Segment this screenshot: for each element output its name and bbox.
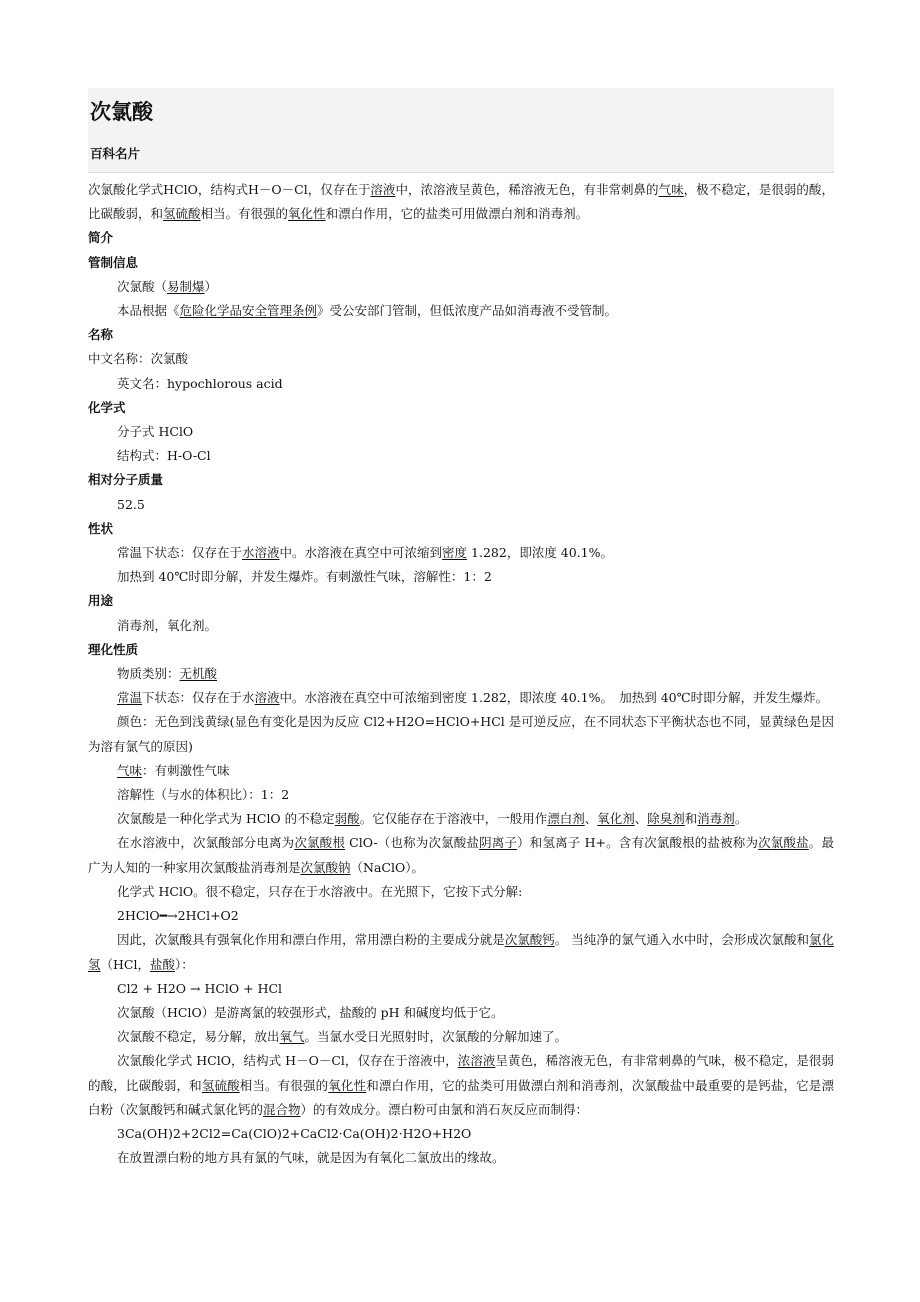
paragraph <box>88 1146 834 1170</box>
term-link[interactable]: 次氯酸钙 <box>504 932 555 948</box>
paragraph <box>88 614 834 638</box>
text-run: 2HClO━→2HCl+O2 <box>117 908 239 924</box>
term-link[interactable]: 无机酸 <box>179 666 218 682</box>
text-run: ） <box>204 278 218 294</box>
text-run: 次氯酸（ <box>117 278 168 294</box>
text-run: 52.5 <box>117 496 145 512</box>
term-link[interactable]: 气味 <box>658 182 684 197</box>
paragraph <box>88 662 834 686</box>
section-heading <box>88 396 834 420</box>
text-run: 英文名：hypochlorous acid <box>117 375 283 391</box>
text-run: 和 <box>684 811 698 827</box>
section-heading <box>88 226 834 250</box>
text-run: 名称 <box>88 327 114 343</box>
section-heading <box>88 517 834 541</box>
text-run: ）： <box>175 956 194 972</box>
term-link[interactable]: 氧气 <box>279 1029 305 1045</box>
paragraph <box>88 1025 834 1049</box>
text-run: 次氯酸不稳定，易分解，放出 <box>117 1029 280 1045</box>
section-subtitle: 百科名片 <box>88 136 834 173</box>
term-link[interactable]: 氧化性 <box>328 1077 367 1093</box>
text-run: ，极不稳定，是很弱的酸，比碳酸弱，和 <box>88 182 834 222</box>
paragraph <box>88 493 834 517</box>
text-run: 。 <box>734 811 748 827</box>
text-run: 。 当纯净的氯气通入水中时，会形成次氯酸和 <box>554 932 809 948</box>
text-run: 相对分子质量 <box>88 472 164 488</box>
text-run: ）和氢离子 H+。含有次氯酸根的盐被称为 <box>517 835 759 851</box>
paragraph <box>88 1001 834 1025</box>
text-run: 在放置漂白粉的地方具有氯的气味，就是因为有氧化二氯放出的缘故。 <box>117 1150 505 1166</box>
term-link[interactable]: 阴离子 <box>479 835 518 851</box>
section-heading <box>88 468 834 492</box>
term-link[interactable]: 弱酸 <box>334 811 360 827</box>
term-link[interactable]: 气味 <box>117 762 143 778</box>
text-run: 分子式 HClO <box>117 424 194 440</box>
text-run: 溶解性（与水的体积比）：1：2 <box>117 787 290 803</box>
text-run: 。它仅能存在于溶液中，一般用作 <box>359 811 548 827</box>
text-run: 用途 <box>88 593 114 609</box>
term-link[interactable]: 水溶液 <box>242 545 280 561</box>
text-run: 、 <box>584 811 598 827</box>
text-run: （NaClO）。 <box>350 859 424 875</box>
text-run: 。最广为人知的一种家用次氯酸盐消毒剂是 <box>88 835 834 875</box>
section-heading <box>88 638 834 662</box>
text-run: 、 <box>634 811 648 827</box>
text-run: ）的有效成分。漂白粉可由氯和消石灰反应而制得： <box>300 1101 589 1117</box>
term-link[interactable]: 除臭剂 <box>647 811 685 827</box>
article <box>88 88 834 1170</box>
paragraph <box>88 565 834 589</box>
paragraph <box>88 347 834 371</box>
text-run: 理化性质 <box>88 641 139 657</box>
text-run: 加热到 40℃时即分解，并发生爆炸。有刺激性气味，溶解性：1：2 <box>117 569 492 585</box>
term-link[interactable]: 溶液 <box>254 690 280 706</box>
text-run: 在水溶液中，次氯酸部分电离为 <box>117 835 295 851</box>
text-run: ：有刺激性气味 <box>142 762 230 778</box>
term-link[interactable]: 易制爆 <box>167 278 205 294</box>
paragraph <box>88 541 834 565</box>
term-link[interactable]: 溶液 <box>370 182 396 197</box>
text-run: 1.282，即浓度 40.1%。 <box>467 545 614 561</box>
paragraph <box>88 275 834 299</box>
term-link[interactable]: 氯化氢 <box>88 932 834 972</box>
paragraph <box>88 904 834 928</box>
term-link[interactable]: 次氯酸钠 <box>300 859 351 875</box>
paragraph <box>88 759 834 783</box>
text-run: 相当。有很强的 <box>239 1077 329 1093</box>
article-body <box>88 173 834 1170</box>
text-run: 次氯酸是一种化学式为 HClO 的不稳定 <box>117 811 335 827</box>
paragraph <box>88 807 834 831</box>
term-link[interactable]: 密度 <box>442 545 468 561</box>
paragraph <box>88 928 834 976</box>
term-link[interactable]: 次氯酸根 <box>294 835 345 851</box>
term-link[interactable]: 漂白剂 <box>547 811 585 827</box>
text-run: 和漂白作用，它的盐类可用做漂白剂和消毒剂，次氯酸盐中最重要的是钙盐，它是漂白粉（次氯酸钙和碱式氯化钙的 <box>88 1077 834 1117</box>
term-link[interactable]: 氧化性 <box>288 206 326 222</box>
text-run: 结构式：H-O-Cl <box>117 448 211 464</box>
text-run: 3Ca(OH)2+2Cl2=Ca(ClO)2+CaCl2·Ca(OH)2·H2O+H2O <box>117 1125 472 1141</box>
paragraph <box>88 178 834 226</box>
term-link[interactable]: 危险化学品安全管理条例 <box>179 303 318 319</box>
term-link[interactable]: 浓溶液 <box>457 1053 496 1069</box>
term-link[interactable]: 盐酸 <box>149 956 175 972</box>
text-run: 呈黄色，稀溶液无色，有非常刺鼻的气味，极不稳定，是很弱的酸，比碳酸弱，和 <box>88 1053 834 1093</box>
section-heading <box>88 251 834 275</box>
text-run: 下状态：仅存在于水 <box>142 690 255 706</box>
paragraph <box>88 1049 834 1122</box>
section-heading <box>88 589 834 613</box>
text-run: 本品根据《 <box>117 303 180 319</box>
paragraph <box>88 444 834 468</box>
text-run: 。当氯水受日光照射时，次氯酸的分解加速了。 <box>304 1029 568 1045</box>
text-run: 消毒剂，氧化剂。 <box>117 617 218 633</box>
text-run: 》受公安部门管制，但低浓度产品如消毒液不受管制。 <box>317 303 618 319</box>
paragraph <box>88 686 834 710</box>
paragraph <box>88 880 834 904</box>
paragraph <box>88 783 834 807</box>
text-run: 因此，次氯酸具有强氧化作用和漂白作用，常用漂白粉的主要成分就是 <box>117 932 505 948</box>
paragraph <box>88 1122 834 1146</box>
text-run: 中。水溶液在真空中可浓缩到密度 1.282，即浓度 40.1%。 加热到 40℃时即分解，并发生爆炸。 <box>279 690 829 706</box>
text-run: （HCl， <box>100 956 150 972</box>
term-link[interactable]: 氢硫酸 <box>201 1077 240 1093</box>
text-run: Cl2 + H2O → HClO + HCl <box>117 980 283 996</box>
paragraph <box>88 831 834 879</box>
paragraph <box>88 372 834 396</box>
text-run: 常温下状态：仅存在于 <box>117 545 243 561</box>
text-run: 管制信息 <box>88 254 139 270</box>
text-run: 中，浓溶液呈黄色，稀溶液无色，有非常刺鼻的 <box>395 182 659 197</box>
text-run: 次氯酸化学式HClO，结构式H－O－Cl，仅存在于 <box>88 182 371 197</box>
term-link[interactable]: 次氯酸盐 <box>758 835 809 851</box>
term-link[interactable]: 氧化剂 <box>597 811 635 827</box>
text-run: 中。水溶液在真空中可浓缩到 <box>279 545 443 561</box>
text-run: 中文名称：次氯酸 <box>88 351 189 367</box>
text-run: 物质类别： <box>117 666 180 682</box>
term-link[interactable]: 混合物 <box>263 1101 301 1117</box>
text-run: 次氯酸化学式 HClO，结构式 H－O－Cl，仅存在于溶液中， <box>117 1053 458 1069</box>
text-run: 性状 <box>88 520 114 536</box>
paragraph <box>88 710 834 758</box>
text-run: ClO-（也称为次氯酸盐 <box>345 835 480 851</box>
text-run: 相当。有很强的 <box>200 206 289 222</box>
text-run: 颜色：无色到浅黄绿(显色有变化是因为反应 Cl2+H2O=HClO+HCl 是可逆反应，在不同状态下平衡状态也不同，显黄绿色是因为溶有氯气的原因) <box>88 714 834 754</box>
paragraph <box>88 420 834 444</box>
section-heading <box>88 323 834 347</box>
paragraph <box>88 299 834 323</box>
text-run: 化学式 HClO。很不稳定，只存在于水溶液中。在光照下，它按下式分解: <box>117 883 523 899</box>
page-title: 次氯酸 <box>88 88 834 136</box>
text-run: 简介 <box>88 230 114 246</box>
term-link[interactable]: 常温 <box>117 690 143 706</box>
paragraph <box>88 977 834 1001</box>
term-link[interactable]: 氢硫酸 <box>163 206 201 222</box>
text-run: 和漂白作用，它的盐类可用做漂白剂和消毒剂。 <box>325 206 589 222</box>
text-run: 化学式 <box>88 399 126 415</box>
text-run: 次氯酸（HClO）是游离氯的较强形式，盐酸的 pH 和碱度均低于它。 <box>117 1004 504 1020</box>
term-link[interactable]: 消毒剂 <box>697 811 735 827</box>
